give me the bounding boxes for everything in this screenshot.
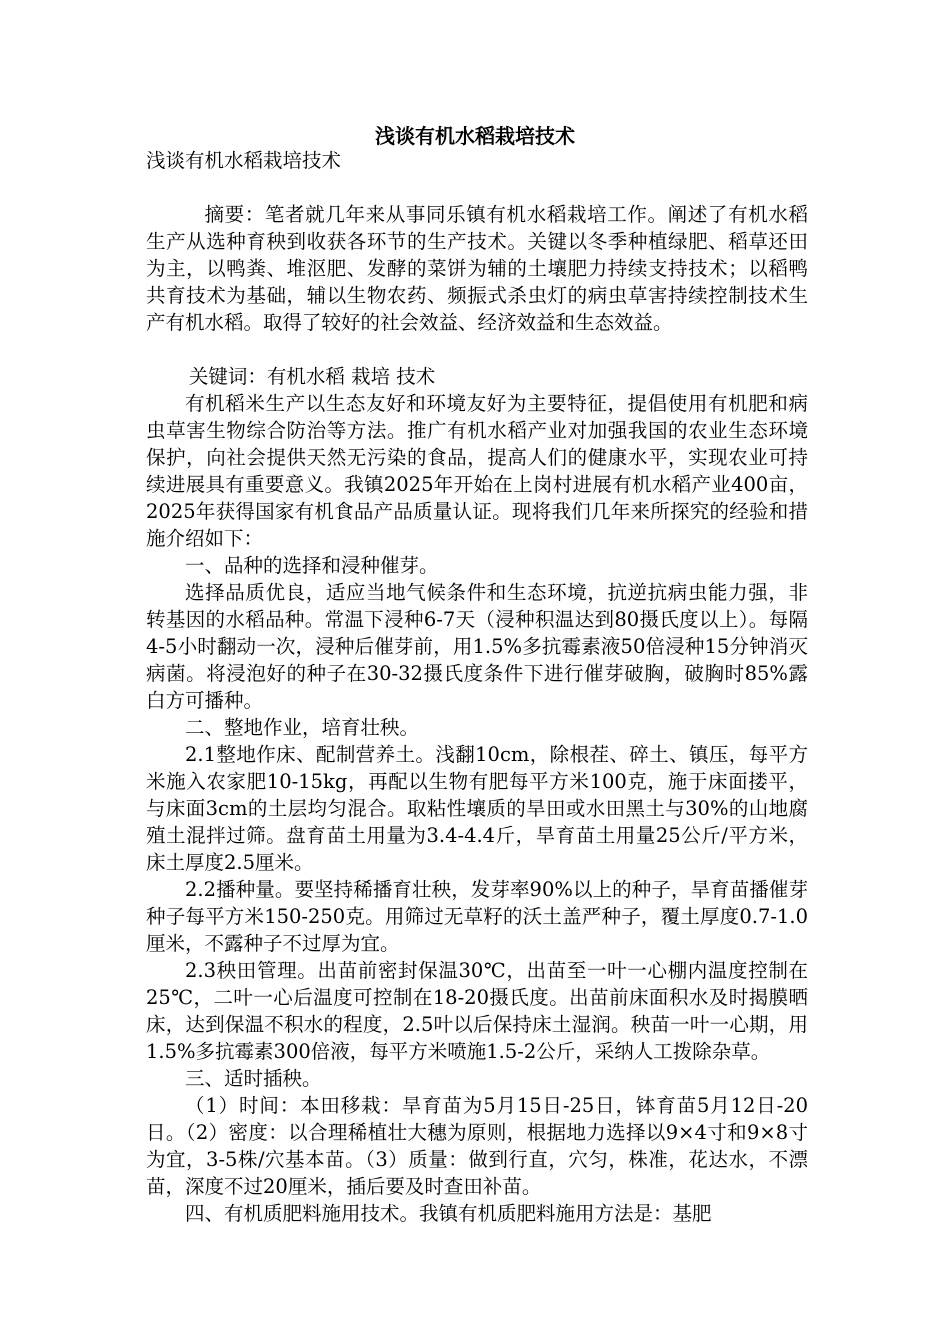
paragraph-variety: 选择品质优良，适应当地气候条件和生态环境，抗逆抗病虫能力强，非转基因的水稻品种。常温下浸种6-7天（浸种积温达到80摄氏度以上）。每隔4-5小时翻动一次，浸种后催芽前，用1.5%多抗霉素液50倍浸种15分钟消灭病菌。将浸泡好的种子在30-32摄氏度条件下进行催芽破胸，破胸时85%露白方可播种。 (146, 581, 808, 712)
section-heading-2: 二、整地作业，培育壮秧。 (185, 716, 420, 739)
section-heading-4: 四、有机质肥料施用技术。我镇有机质肥料施用方法是：基肥 (185, 1202, 712, 1225)
paragraph-intro: 有机稻米生产以生态友好和环境友好为主要特征，提倡使用有机肥和病虫草害生物综合防治等方法。推广有机水稻产业对加强我国的农业生态环境保护，向社会提供天然无污染的食品，提高人们的健康水平，实现农业可持续进展具有重要意义。我镇2025年开始在上岗村进展有机水稻产业400亩，2025年获得国家有机食品产品质量认证。现将我们几年来所探究的经验和措施介绍如下： (146, 392, 808, 550)
abstract-paragraph: 摘要：笔者就几年来从事同乐镇有机水稻栽培工作。阐述了有机水稻生产从选种育秧到收获各环节的生产技术。关键以冬季种植绿肥、稻草还田为主，以鸭粪、堆沤肥、发酵的菜饼为辅的土壤肥力持续支持技术；以稻鸭共育技术为基础，辅以生物农药、频振式杀虫灯的病虫草害持续控制技术生产有机水稻。取得了较好的社会效益、经济效益和生态效益。 (146, 203, 808, 334)
paragraph-2-2: 2.2播种量。要坚持稀播育壮秧，发芽率90%以上的种子，旱育苗播催芽种子每平方米150-250克。用筛过无草籽的沃土盖严种子，覆土厚度0.7-1.0厘米，不露种子不过厚为宜。 (146, 878, 808, 955)
keywords-line: 关键词：有机水稻 栽培 技术 (188, 365, 436, 388)
document-subtitle: 浅谈有机水稻栽培技术 (146, 149, 342, 172)
document-body (146, 147, 808, 1227)
document-title: 浅谈有机水稻栽培技术 (375, 124, 575, 148)
paragraph-2-1: 2.1整地作床、配制营养土。浅翻10cm，除根茬、碎土、镇压，每平方米施入农家肥10-15kg，再配以生物有肥每平方米100克，施于床面搂平，与床面3cm的土层均匀混合。取粘性壤质的旱田或水田黑土与30%的山地腐殖土混拌过筛。盘育苗土用量为3.4-4.4斤，旱育苗土用量25公斤/平方米，床土厚度2.5厘米。 (146, 743, 808, 874)
paragraph-transplant: （1）时间：本田移栽：旱育苗为5月15日-25日，钵育苗5月12日-20日。（2）密度：以合理稀植壮大穗为原则，根据地力选择以9×4寸和9×8寸为宜，3-5株/穴基本苗。（3）质量：做到行直，穴匀，株准，花达水，不漂苗，深度不过20厘米，插后要及时查田补苗。 (146, 1094, 808, 1198)
section-heading-3: 三、适时插秧。 (185, 1067, 322, 1090)
section-heading-1: 一、品种的选择和浸种催芽。 (185, 554, 439, 577)
paragraph-2-3: 2.3秧田管理。出苗前密封保温30℃，出苗至一叶一心棚内温度控制在25℃，二叶一心后温度可控制在18-20摄氏度。出苗前床面积水及时揭膜晒床，达到保温不积水的程度，2.5叶以后保持床土湿润。秧苗一叶一心期，用1.5%多抗霉素300倍液，每平方米喷施1.5-2公斤，采纳人工拨除杂草。 (146, 959, 808, 1063)
